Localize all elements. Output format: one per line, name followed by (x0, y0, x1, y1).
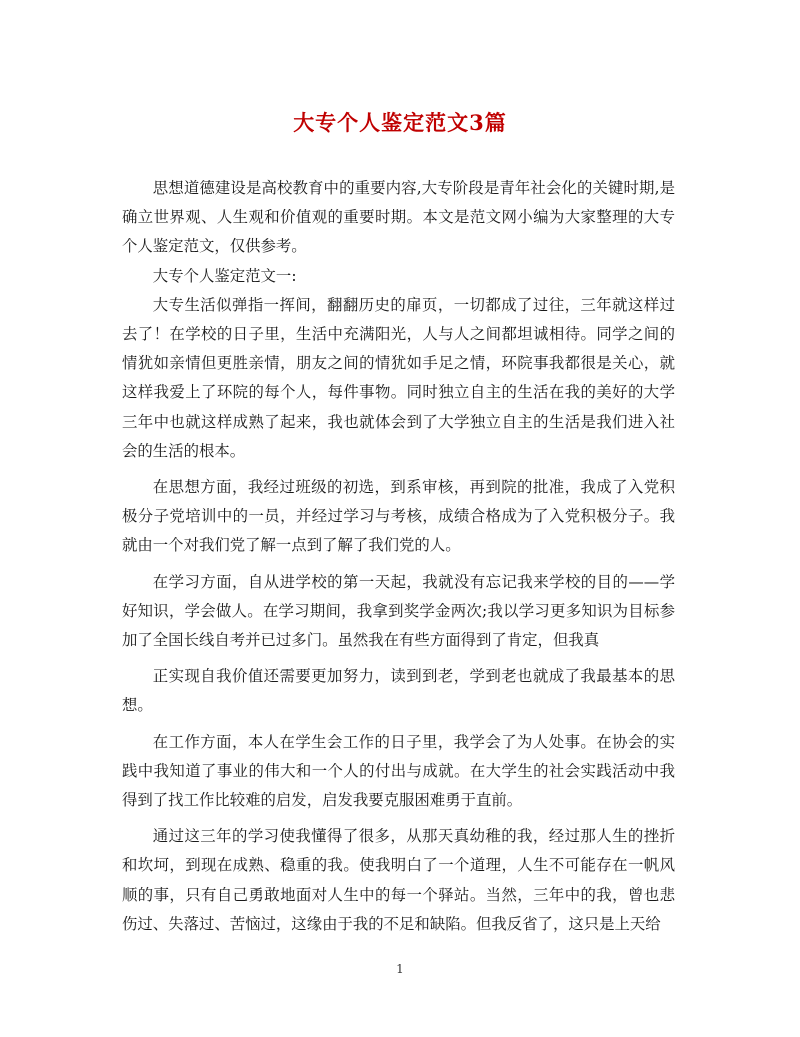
paragraph-study: 在学习方面，自从进学校的第一天起，我就没有忘记我来学校的目的——学好知识，学会做人。在学习期间，我拿到奖学金两次;我以学习更多知识为目标参加了全国长线自考并已过多门。虽然我在有些方面得到了肯定，但我真 (122, 572, 675, 650)
paragraph-study-continued: 正实现自我价值还需要更加努力，读到到老，学到老也就成了我最基本的思想。 (122, 667, 675, 715)
paragraph-heading-sample-one: 大专个人鉴定范文一: (152, 266, 297, 285)
paragraph-three-years: 通过这三年的学习使我懂得了很多，从那天真幼稚的我，经过那人生的挫折和坎坷，到现在成熟、稳重的我。使我明白了一个道理，人生不可能存在一帆风顺的事，只有自己勇敢地面对人生中的每一个驿站。当然，三年中的我，曾也悲伤过、失落过、苦恼过，这缘由于我的不足和缺陷。但我反省了，这只是上天给 (122, 827, 675, 933)
paragraph-work: 在工作方面，本人在学生会工作的日子里，我学会了为人处事。在协会的实践中我知道了事业的伟大和一个人的付出与成就。在大学生的社会实践活动中我得到了找工作比较难的启发，启发我要克服困难勇于直前。 (122, 732, 675, 810)
paragraph-college-life: 大专生活似弹指一挥间，翻翻历史的扉页，一切都成了过往，三年就这样过去了！在学校的日子里，生活中充满阳光，人与人之间都坦诚相待。同学之间的情犹如亲情但更胜亲情，朋友之间的情犹如手足之情，环院事我都很是关心，就这样我爱上了环院的每个人，每件事物。同时独立自主的生活在我的美好的大学三年中也就这样成熟了起来，我也就体会到了大学独立自主的生活是我们进入社会的生活的根本。 (122, 295, 675, 460)
paragraph-intro: 思想道德建设是高校教育中的重要内容,大专阶段是青年社会化的关键时期,是确立世界观、人生观和价值观的重要时期。本文是范文网小编为大家整理的大专个人鉴定范文，仅供参考。 (122, 179, 675, 256)
document-body (122, 174, 675, 939)
page-number: 1 (396, 962, 404, 976)
paragraph-ideology: 在思想方面，我经过班级的初选，到系审核，再到院的批准，我成了入党积极分子党培训中的一员，并经过学习与考核，成绩合格成为了入党积极分子。我就由一个对我们党了解一点到了解了我们党的人。 (122, 478, 675, 555)
document-title: 大专个人鉴定范文3篇 (293, 110, 507, 135)
